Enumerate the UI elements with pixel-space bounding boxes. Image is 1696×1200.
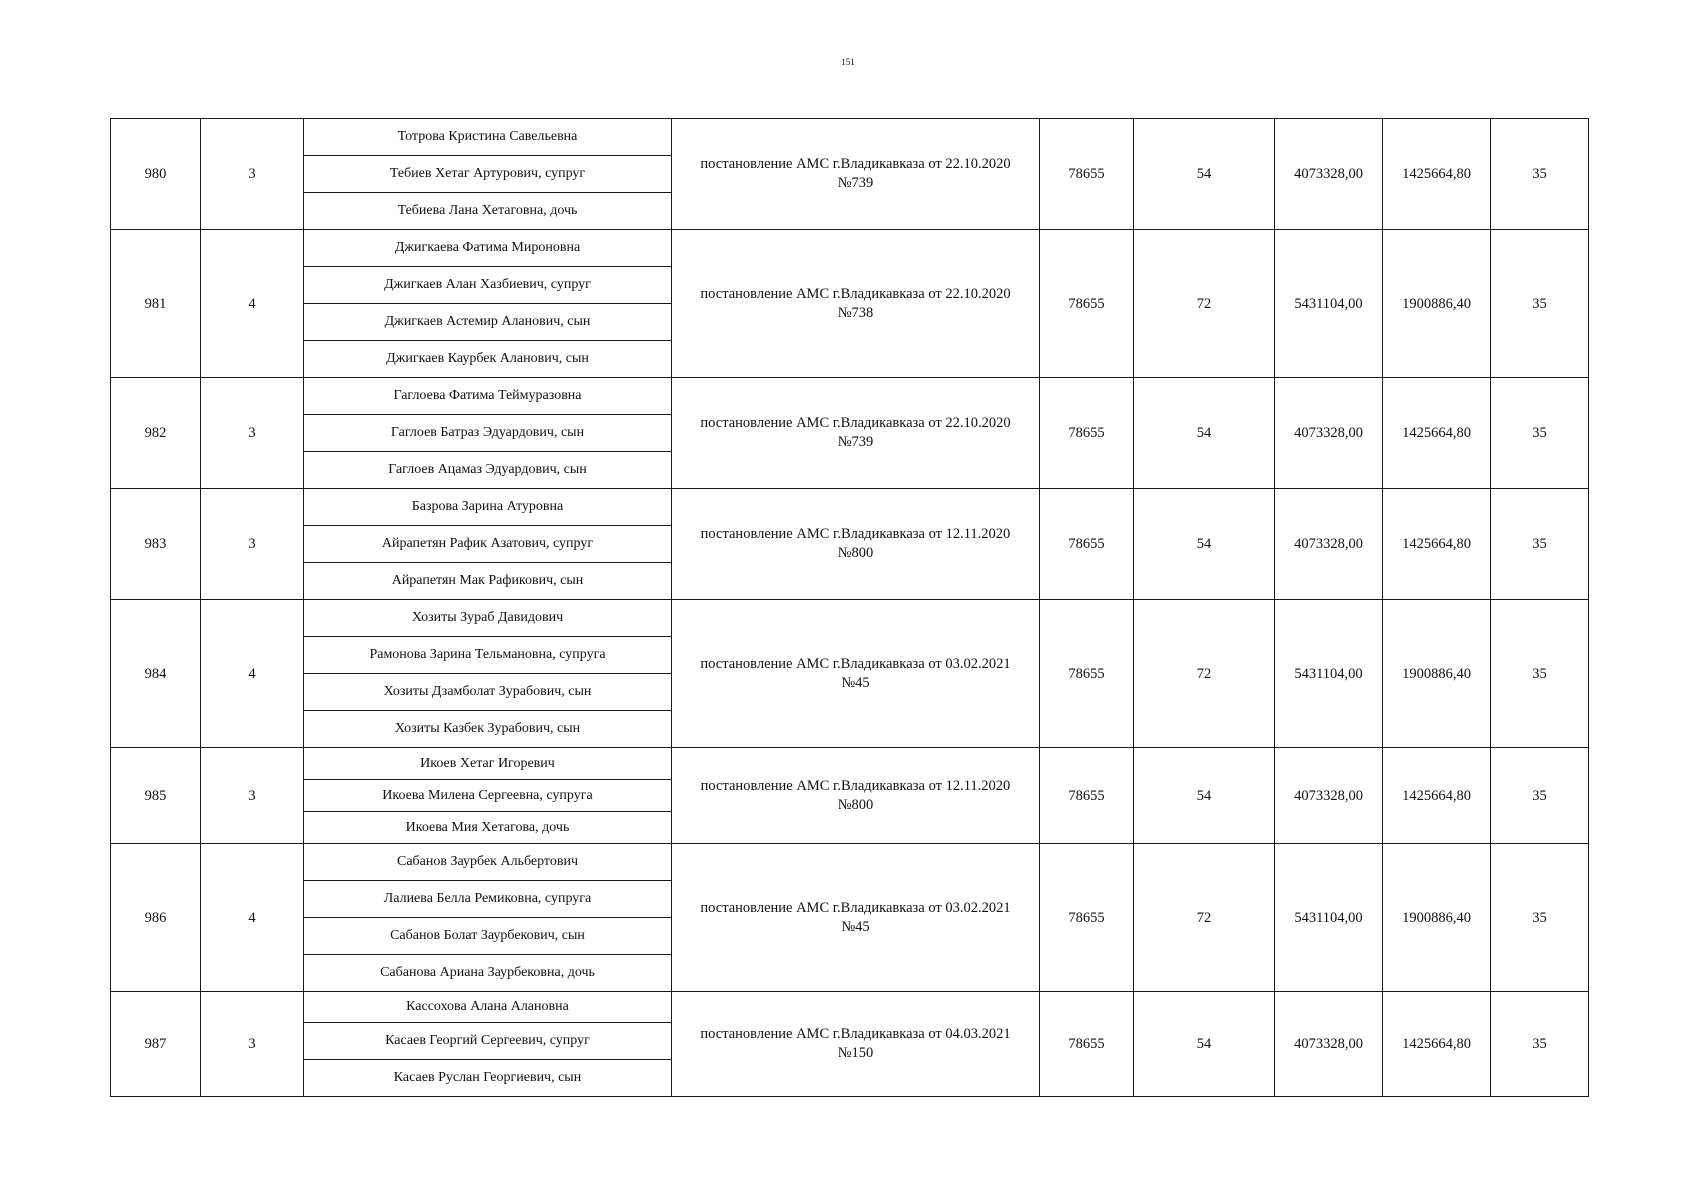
document-title: постановление АМС г.Владикавказа от 22.10.2020: [700, 156, 1011, 172]
record-number: 987: [111, 992, 201, 1097]
table-row: [111, 600, 1589, 637]
document-title: постановление АМС г.Владикавказа от 22.10.2020: [700, 285, 1011, 302]
family-member: Джигкаев Астемир Аланович, сын: [304, 304, 672, 341]
area: 54: [1134, 378, 1275, 489]
document-title: постановление АМС г.Владикавказа от 03.02.2021: [700, 655, 1011, 672]
basis-document: [672, 378, 1040, 489]
basis-document: [672, 489, 1040, 600]
family-size: 3: [201, 378, 304, 489]
family-size: 3: [201, 489, 304, 600]
family-member: Тотрова Кристина Савельевна: [304, 119, 672, 156]
area: 54: [1134, 119, 1275, 230]
cost-per-sqm: 78655: [1040, 489, 1134, 600]
cost-per-sqm: 78655: [1040, 119, 1134, 230]
registry-table: [110, 118, 1589, 1097]
subsidy-percent: 35: [1491, 230, 1589, 378]
subsidy-amount: 1900886,40: [1383, 230, 1491, 378]
family-member: Базрова Зарина Атуровна: [304, 489, 672, 526]
family-member: Сабанова Ариана Заурбековна, дочь: [304, 955, 672, 992]
subsidy-percent: 35: [1491, 119, 1589, 230]
family-member: Лалиева Белла Ремиковна, супруга: [304, 881, 672, 918]
document-title: постановление АМС г.Владикавказа от 12.11.2020: [700, 526, 1011, 542]
subsidy-percent: 35: [1491, 600, 1589, 748]
family-member: Сабанов Болат Заурбекович, сын: [304, 918, 672, 955]
family-size: 4: [201, 844, 304, 992]
family-member: Айрапетян Мак Рафикович, сын: [304, 563, 672, 600]
family-member: Гаглоев Ацамаз Эдуардович, сын: [304, 452, 672, 489]
table-row: [111, 992, 1589, 1023]
document-number: №800: [837, 796, 874, 813]
table-row: [111, 489, 1589, 526]
family-member: Хозиты Зураб Давидович: [304, 600, 672, 637]
document-title: постановление АМС г.Владикавказа от 04.03.2021: [700, 1026, 1011, 1042]
total-cost: 4073328,00: [1275, 748, 1383, 844]
total-cost: 5431104,00: [1275, 600, 1383, 748]
area: 72: [1134, 844, 1275, 992]
record-number: 986: [111, 844, 201, 992]
area: 72: [1134, 600, 1275, 748]
subsidy-percent: 35: [1491, 748, 1589, 844]
family-member: Кассохова Алана Алановна: [304, 992, 672, 1023]
table-row: [111, 119, 1589, 156]
family-member: Джигкаева Фатима Мироновна: [304, 230, 672, 267]
registry-body: [111, 119, 1589, 1097]
basis-document: [672, 600, 1040, 748]
record-number: 980: [111, 119, 201, 230]
record-number: 982: [111, 378, 201, 489]
family-member: Гаглоев Батраз Эдуардович, сын: [304, 415, 672, 452]
subsidy-amount: 1900886,40: [1383, 600, 1491, 748]
table-row: [111, 844, 1589, 881]
document-title: постановление АМС г.Владикавказа от 12.11.2020: [700, 777, 1011, 794]
cost-per-sqm: 78655: [1040, 748, 1134, 844]
family-member: Хозиты Дзамболат Зурабович, сын: [304, 674, 672, 711]
document-title: постановление АМС г.Владикавказа от 22.10.2020: [700, 415, 1011, 431]
family-member: Икоева Милена Сергеевна, супруга: [304, 780, 672, 812]
cost-per-sqm: 78655: [1040, 378, 1134, 489]
family-size: 4: [201, 600, 304, 748]
subsidy-amount: 1425664,80: [1383, 748, 1491, 844]
basis-document: [672, 230, 1040, 378]
record-number: 985: [111, 748, 201, 844]
subsidy-amount: 1900886,40: [1383, 844, 1491, 992]
family-member: Рамонова Зарина Тельмановна, супруга: [304, 637, 672, 674]
document-number: №739: [837, 434, 874, 450]
total-cost: 5431104,00: [1275, 844, 1383, 992]
document-number: №739: [837, 175, 874, 191]
record-number: 981: [111, 230, 201, 378]
family-member: Джигкаев Алан Хазбиевич, супруг: [304, 267, 672, 304]
family-size: 3: [201, 119, 304, 230]
family-size: 4: [201, 230, 304, 378]
cost-per-sqm: 78655: [1040, 600, 1134, 748]
area: 54: [1134, 489, 1275, 600]
table-row: [111, 378, 1589, 415]
subsidy-amount: 1425664,80: [1383, 119, 1491, 230]
total-cost: 4073328,00: [1275, 489, 1383, 600]
subsidy-amount: 1425664,80: [1383, 489, 1491, 600]
family-member: Касаев Георгий Сергеевич, супруг: [304, 1023, 672, 1060]
total-cost: 4073328,00: [1275, 378, 1383, 489]
document-number: №738: [837, 304, 874, 321]
family-member: Джигкаев Каурбек Аланович, сын: [304, 341, 672, 378]
subsidy-amount: 1425664,80: [1383, 992, 1491, 1097]
cost-per-sqm: 78655: [1040, 230, 1134, 378]
total-cost: 4073328,00: [1275, 119, 1383, 230]
subsidy-percent: 35: [1491, 992, 1589, 1097]
family-member: Хозиты Казбек Зурабович, сын: [304, 711, 672, 748]
total-cost: 5431104,00: [1275, 230, 1383, 378]
table-row: [111, 748, 1589, 780]
page-number: 151: [841, 57, 855, 67]
family-member: Касаев Руслан Георгиевич, сын: [304, 1060, 672, 1097]
total-cost: 4073328,00: [1275, 992, 1383, 1097]
family-member: Икоев Хетаг Игоревич: [304, 748, 672, 780]
document-number: №45: [841, 674, 870, 691]
subsidy-percent: 35: [1491, 489, 1589, 600]
family-member: Гаглоева Фатима Теймуразовна: [304, 378, 672, 415]
document-title: постановление АМС г.Владикавказа от 03.02.2021: [700, 899, 1011, 916]
area: 54: [1134, 992, 1275, 1097]
document-number: №45: [841, 918, 870, 935]
document-number: №800: [837, 545, 874, 561]
cost-per-sqm: 78655: [1040, 992, 1134, 1097]
family-size: 3: [201, 748, 304, 844]
record-number: 983: [111, 489, 201, 600]
basis-document: [672, 992, 1040, 1097]
subsidy-percent: 35: [1491, 378, 1589, 489]
basis-document: [672, 748, 1040, 844]
family-member: Айрапетян Рафик Азатович, супруг: [304, 526, 672, 563]
family-member: Сабанов Заурбек Альбертович: [304, 844, 672, 881]
basis-document: [672, 844, 1040, 992]
area: 72: [1134, 230, 1275, 378]
family-size: 3: [201, 992, 304, 1097]
subsidy-percent: 35: [1491, 844, 1589, 992]
document-number: №150: [837, 1045, 874, 1061]
family-member: Тебиев Хетаг Артурович, супруг: [304, 156, 672, 193]
record-number: 984: [111, 600, 201, 748]
basis-document: [672, 119, 1040, 230]
area: 54: [1134, 748, 1275, 844]
subsidy-amount: 1425664,80: [1383, 378, 1491, 489]
cost-per-sqm: 78655: [1040, 844, 1134, 992]
family-member: Икоева Мия Хетагова, дочь: [304, 812, 672, 844]
table-row: [111, 230, 1589, 267]
family-member: Тебиева Лана Хетаговна, дочь: [304, 193, 672, 230]
